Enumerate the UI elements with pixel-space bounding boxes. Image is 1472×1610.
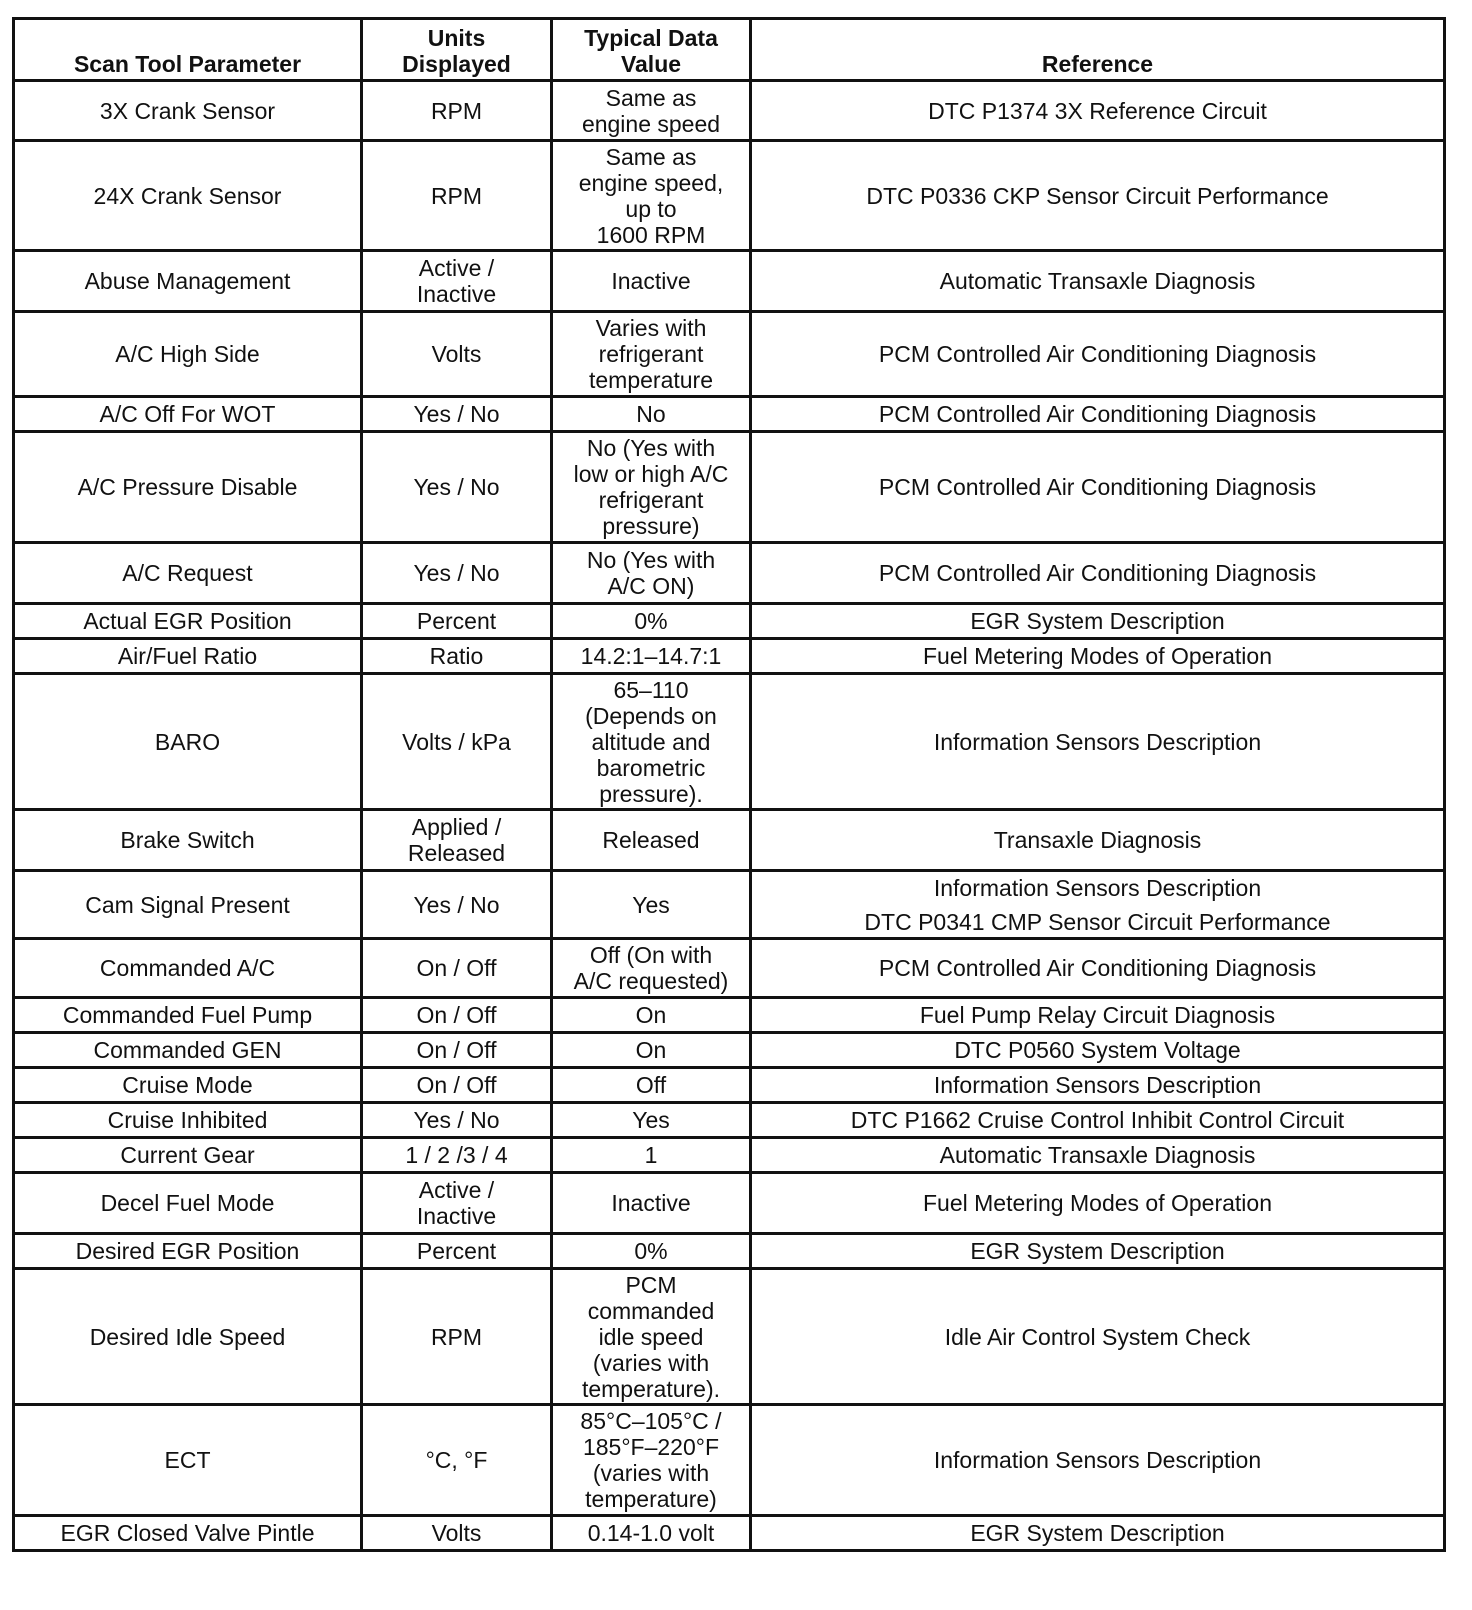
table-row [14, 604, 1445, 639]
parameter-cell: Desired Idle Speed [14, 1269, 362, 1405]
reference-cell [751, 1033, 1445, 1068]
reference-cell [751, 1138, 1445, 1173]
typical-value-cell: Same as engine speed [552, 81, 751, 141]
parameter-cell: Cruise Mode [14, 1068, 362, 1103]
reference-text: Fuel Pump Relay Circuit Diagnosis [919, 1002, 1276, 1028]
table-row [14, 1103, 1445, 1138]
table-row [14, 998, 1445, 1033]
units-cell: °C, °F [362, 1405, 552, 1516]
parameter-cell: A/C High Side [14, 312, 362, 397]
table-row [14, 939, 1445, 998]
table-row [14, 312, 1445, 397]
table-body [14, 81, 1445, 1551]
reference-text: EGR System Description [970, 608, 1225, 634]
typical-value-cell: Inactive [552, 251, 751, 312]
parameter-cell: 3X Crank Sensor [14, 81, 362, 141]
reference-cell [751, 141, 1445, 251]
parameter-cell: Actual EGR Position [14, 604, 362, 639]
typical-value-cell: 65–110 (Depends on altitude and barometric pressure). [552, 674, 751, 810]
typical-value-cell: 0% [552, 604, 751, 639]
typical-value-cell: Off [552, 1068, 751, 1103]
typical-value-cell: Yes [552, 1103, 751, 1138]
parameter-cell: Decel Fuel Mode [14, 1173, 362, 1234]
reference-text: PCM Controlled Air Conditioning Diagnosis [878, 474, 1317, 500]
table-row [14, 251, 1445, 312]
reference-text: Idle Air Control System Check [944, 1323, 1251, 1350]
reference-text: PCM Controlled Air Conditioning Diagnosis [878, 401, 1317, 427]
typical-value-cell: Off (On with A/C requested) [552, 939, 751, 998]
reference-cell [751, 674, 1445, 810]
units-cell: Active / Inactive [362, 251, 552, 312]
reference-text: Fuel Metering Modes of Operation [922, 1190, 1272, 1216]
units-cell: Volts [362, 312, 552, 397]
reference-cell [751, 871, 1445, 939]
reference-cell [751, 312, 1445, 397]
units-cell: Volts / kPa [362, 674, 552, 810]
typical-value-cell: Same as engine speed, up to 1600 RPM [552, 141, 751, 251]
reference-cell [751, 604, 1445, 639]
reference-text: Information Sensors Description [933, 874, 1262, 901]
reference-text: Information Sensors Description [933, 1447, 1262, 1473]
parameter-cell: Brake Switch [14, 810, 362, 871]
reference-cell [751, 1068, 1445, 1103]
units-cell: Percent [362, 604, 552, 639]
typical-value-cell: 1 [552, 1138, 751, 1173]
reference-cell [751, 1173, 1445, 1234]
typical-value-cell: No (Yes with low or high A/C refrigerant pressure) [552, 432, 751, 543]
header-reference: Reference [751, 19, 1445, 81]
table-row [14, 1138, 1445, 1173]
reference-cell [751, 998, 1445, 1033]
units-cell: RPM [362, 1269, 552, 1405]
reference-text: DTC P0341 CMP Sensor Circuit Performance [864, 908, 1331, 935]
table-row [14, 1405, 1445, 1516]
parameter-cell: Desired EGR Position [14, 1234, 362, 1269]
reference-cell [751, 432, 1445, 543]
units-cell: RPM [362, 81, 552, 141]
parameter-cell: A/C Pressure Disable [14, 432, 362, 543]
reference-text: Automatic Transaxle Diagnosis [939, 1142, 1256, 1168]
reference-text: PCM Controlled Air Conditioning Diagnosis [878, 560, 1317, 586]
reference-text: DTC P1374 3X Reference Circuit [928, 97, 1267, 124]
units-cell: On / Off [362, 1033, 552, 1068]
units-cell: Ratio [362, 639, 552, 674]
reference-cell [751, 81, 1445, 141]
table-header-row [14, 19, 1445, 81]
reference-cell [751, 1516, 1445, 1551]
units-cell: Applied / Released [362, 810, 552, 871]
typical-value-cell: 0% [552, 1234, 751, 1269]
table-row [14, 1033, 1445, 1068]
table-row [14, 432, 1445, 543]
reference-text: Fuel Metering Modes of Operation [922, 643, 1272, 669]
parameter-cell: A/C Request [14, 543, 362, 604]
table-row [14, 543, 1445, 604]
units-cell: RPM [362, 141, 552, 251]
units-cell: On / Off [362, 1068, 552, 1103]
units-cell: Active / Inactive [362, 1173, 552, 1234]
table-row [14, 397, 1445, 432]
reference-cell [751, 810, 1445, 871]
scan-tool-data-table [12, 17, 1446, 1552]
typical-value-cell: Released [552, 810, 751, 871]
typical-value-cell: Yes [552, 871, 751, 939]
reference-text: EGR System Description [970, 1520, 1225, 1546]
reference-cell [751, 251, 1445, 312]
typical-value-cell: On [552, 998, 751, 1033]
table-row [14, 1068, 1445, 1103]
parameter-cell: 24X Crank Sensor [14, 141, 362, 251]
units-cell: Yes / No [362, 543, 552, 604]
table-row [14, 810, 1445, 871]
reference-text: PCM Controlled Air Conditioning Diagnosis [878, 341, 1317, 367]
reference-text: EGR System Description [970, 1238, 1225, 1264]
reference-cell [751, 397, 1445, 432]
units-cell: Yes / No [362, 397, 552, 432]
reference-cell [751, 939, 1445, 998]
units-cell: On / Off [362, 939, 552, 998]
header-typical-data-value: Typical Data Value [552, 19, 751, 81]
header-units-displayed: Units Displayed [362, 19, 552, 81]
parameter-cell: EGR Closed Valve Pintle [14, 1516, 362, 1551]
units-cell: Yes / No [362, 871, 552, 939]
reference-cell [751, 1103, 1445, 1138]
table-row [14, 1516, 1445, 1551]
table-row [14, 871, 1445, 939]
parameter-cell: BARO [14, 674, 362, 810]
units-cell: Percent [362, 1234, 552, 1269]
parameter-cell: Cruise Inhibited [14, 1103, 362, 1138]
reference-text: DTC P1662 Cruise Control Inhibit Control Circuit [850, 1107, 1345, 1133]
reference-cell [751, 543, 1445, 604]
reference-text: Transaxle Diagnosis [993, 827, 1202, 853]
parameter-cell: Abuse Management [14, 251, 362, 312]
typical-value-cell: Inactive [552, 1173, 751, 1234]
parameter-cell: Commanded A/C [14, 939, 362, 998]
units-cell: On / Off [362, 998, 552, 1033]
units-cell: Yes / No [362, 432, 552, 543]
reference-cell [751, 639, 1445, 674]
parameter-cell: A/C Off For WOT [14, 397, 362, 432]
table-row [14, 1234, 1445, 1269]
table-row [14, 1173, 1445, 1234]
typical-value-cell: No [552, 397, 751, 432]
parameter-cell: Air/Fuel Ratio [14, 639, 362, 674]
table-row [14, 81, 1445, 141]
parameter-cell: ECT [14, 1405, 362, 1516]
typical-value-cell: PCM commanded idle speed (varies with temperature). [552, 1269, 751, 1405]
reference-text: DTC P0336 CKP Sensor Circuit Performance [866, 182, 1329, 209]
reference-text: Automatic Transaxle Diagnosis [939, 268, 1256, 294]
reference-text: PCM Controlled Air Conditioning Diagnosis [878, 955, 1317, 981]
typical-value-cell: 85°C–105°C / 185°F–220°F (varies with temperature) [552, 1405, 751, 1516]
header-scan-tool-parameter: Scan Tool Parameter [14, 19, 362, 81]
units-cell: Volts [362, 1516, 552, 1551]
typical-value-cell: 0.14-1.0 volt [552, 1516, 751, 1551]
table-row [14, 639, 1445, 674]
parameter-cell: Commanded GEN [14, 1033, 362, 1068]
parameter-cell: Cam Signal Present [14, 871, 362, 939]
reference-text: DTC P0560 System Voltage [954, 1037, 1241, 1063]
table-row [14, 141, 1445, 251]
reference-text: Information Sensors Description [933, 728, 1262, 755]
reference-text: Information Sensors Description [933, 1072, 1262, 1098]
reference-cell [751, 1405, 1445, 1516]
units-cell: Yes / No [362, 1103, 552, 1138]
typical-value-cell: No (Yes with A/C ON) [552, 543, 751, 604]
reference-cell [751, 1234, 1445, 1269]
typical-value-cell: 14.2:1–14.7:1 [552, 639, 751, 674]
reference-cell [751, 1269, 1445, 1405]
parameter-cell: Current Gear [14, 1138, 362, 1173]
typical-value-cell: On [552, 1033, 751, 1068]
table-row [14, 1269, 1445, 1405]
typical-value-cell: Varies with refrigerant temperature [552, 312, 751, 397]
units-cell: 1 / 2 /3 / 4 [362, 1138, 552, 1173]
table-row [14, 674, 1445, 810]
parameter-cell: Commanded Fuel Pump [14, 998, 362, 1033]
